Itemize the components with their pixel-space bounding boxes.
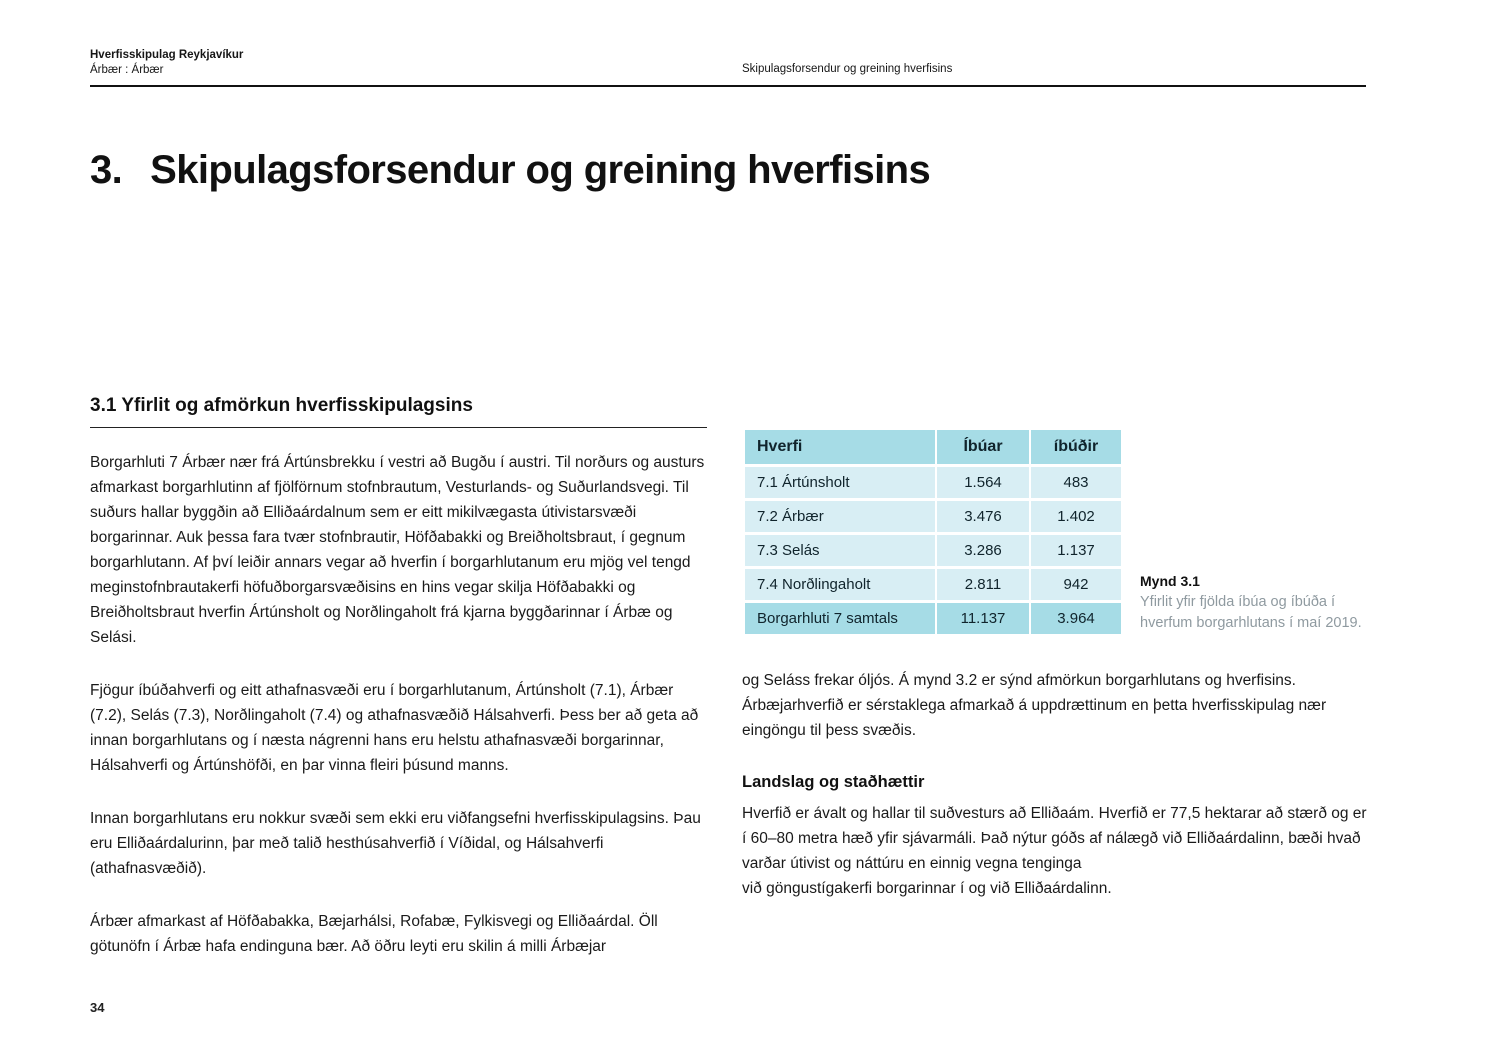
table-row bbox=[745, 535, 1121, 566]
table-header-cell: íbúðir bbox=[1031, 430, 1121, 464]
table-header-cell: Íbúar bbox=[937, 430, 1029, 464]
table-cell: 7.4 Norðlingaholt bbox=[745, 569, 935, 600]
population-table bbox=[745, 430, 1121, 637]
header-brand bbox=[90, 48, 243, 78]
table-cell: 3.964 bbox=[1031, 603, 1121, 634]
table-row bbox=[745, 467, 1121, 498]
table-cell: 3.286 bbox=[937, 535, 1029, 566]
landslag-text-part1: Hverfið er ávalt og hallar til suðvesturs að Elliðaám. Hverfið er 77,5 hektarar að stærð og er í 60–80 metra hæð yfir sjávarmáli. Það nýtur góðs af nálægð við Elliðaárdalinn, bbox=[742, 805, 1367, 847]
paragraph: Fjögur íbúðahverfi og eitt athafnasvæði eru í borgarhlutanum, Ártúnsholt (7.1), Árbær (7.2), Selás (7.3), Norðlingaholt (7.4) og athafnasvæðið Hálsahverfi. Þess ber að geta að innan borgarhlutans og í næsta nágrenni hans eru helstu athafnasvæði borgarinnar, Hálsahverfi og Ártúnshöfði, en þar vinna fleiri þúsund manns. bbox=[90, 682, 699, 774]
table-cell: 7.3 Selás bbox=[745, 535, 935, 566]
table-row bbox=[745, 569, 1121, 600]
header-brand-title: Hverfisskipulag Reykjavíkur bbox=[90, 49, 244, 61]
landslag-text-part2: bæði hvað varðar útivist og náttúru en einnig vegna tenginga við göngustígakerfi borgarinnar í og við Elliðaárdalinn. bbox=[742, 830, 1361, 897]
figure-3-2-caption bbox=[1118, 851, 1368, 854]
header-section-label: Skipulagsforsendur og greining hverfisins bbox=[742, 63, 953, 75]
table-cell: 3.476 bbox=[937, 501, 1029, 532]
paragraph: og Seláss frekar óljós. Á mynd 3.2 er sýnd afmörkun borgarhlutans og hverfisins. Árbæjarhverfið er sérstaklega afmarkað á uppdrættinum en þetta hverfisskipulag nær eingöngu til þess svæðis. bbox=[742, 672, 1327, 739]
table-cell: 1.137 bbox=[1031, 535, 1121, 566]
right-column bbox=[742, 668, 1368, 901]
table-header-row bbox=[745, 430, 1121, 464]
subsection-heading: Landslag og staðhættir bbox=[742, 773, 925, 791]
header-divider bbox=[90, 85, 1366, 87]
figure-caption-text: Yfirlit yfir fjölda íbúa og íbúða í hverfum borgarhlutans í maí 2019. bbox=[1140, 594, 1362, 631]
landslag-paragraph bbox=[742, 801, 1368, 901]
page-number: 34 bbox=[90, 1000, 105, 1015]
figure-3-1-caption bbox=[1140, 573, 1368, 634]
table-cell: 7.1 Ártúnsholt bbox=[745, 467, 935, 498]
page-title-text: Skipulagsforsendur og greining hverfisins bbox=[150, 148, 931, 192]
table-total-row bbox=[745, 603, 1121, 634]
table-cell: 2.811 bbox=[937, 569, 1029, 600]
paragraph: Árbær afmarkast af Höfðabakka, Bæjarhálsi, Rofabæ, Fylkisvegi og Elliðaárdal. Öll götunöfn í Árbæ hafa endinguna bær. Að öðru leyti eru skilin á milli Árbæjar bbox=[90, 913, 658, 955]
table-cell: Borgarhluti 7 samtals bbox=[745, 603, 935, 634]
left-column bbox=[90, 450, 708, 987]
table-cell: 483 bbox=[1031, 467, 1121, 498]
paragraph: Borgarhluti 7 Árbær nær frá Ártúnsbrekku í vestri að Bugðu í austri. Til norðurs og austurs afmarkast borgarhlutinn af fjölförnum stofnbrautum, Vesturlands- og Suðurlandsvegi. Til suðurs hallar byggðin að Elliðaárdalnum sem er eitt mikilvægasta útivistarsvæði borgarinnar. Auk þessa fara tvær stofnbrautir, Höfðabakki og Breiðholtsbraut, í gegnum borgarhlutann. Af því leiðir annars vegar að hverfin í borgarhlutanum eru mjög vel tengd meginstofnbrautakerfi höfuðborgarsvæðisins en hins vegar skilja Höfðabakki og Breiðholtsbraut hverfin Ártúnsholt og Norðlingaholt frá kjarna byggðarinnar í Árbæ og Selási. bbox=[90, 454, 705, 646]
header-brand-subtitle: Árbær : Árbær bbox=[90, 64, 164, 76]
table-header-cell: Hverfi bbox=[745, 430, 935, 464]
page-title bbox=[90, 148, 930, 193]
section-heading-divider bbox=[90, 427, 707, 428]
table-cell: 1.564 bbox=[937, 467, 1029, 498]
section-heading: 3.1 Yfirlit og afmörkun hverfisskipulagsins bbox=[90, 395, 473, 416]
table-cell: 7.2 Árbær bbox=[745, 501, 935, 532]
page-title-number: 3. bbox=[90, 148, 123, 192]
table-row bbox=[745, 501, 1121, 532]
table-cell: 11.137 bbox=[937, 603, 1029, 634]
table-cell: 1.402 bbox=[1031, 501, 1121, 532]
table-cell: 942 bbox=[1031, 569, 1121, 600]
paragraph: Innan borgarhlutans eru nokkur svæði sem ekki eru viðfangsefni hverfisskipulagsins. Þau eru Elliðaárdalurinn, þar með talið hesthúsahverfið í Víðidal, og Hálsahverfi (athafnasvæðið). bbox=[90, 810, 701, 877]
figure-label: Mynd 3.1 bbox=[1140, 573, 1200, 589]
